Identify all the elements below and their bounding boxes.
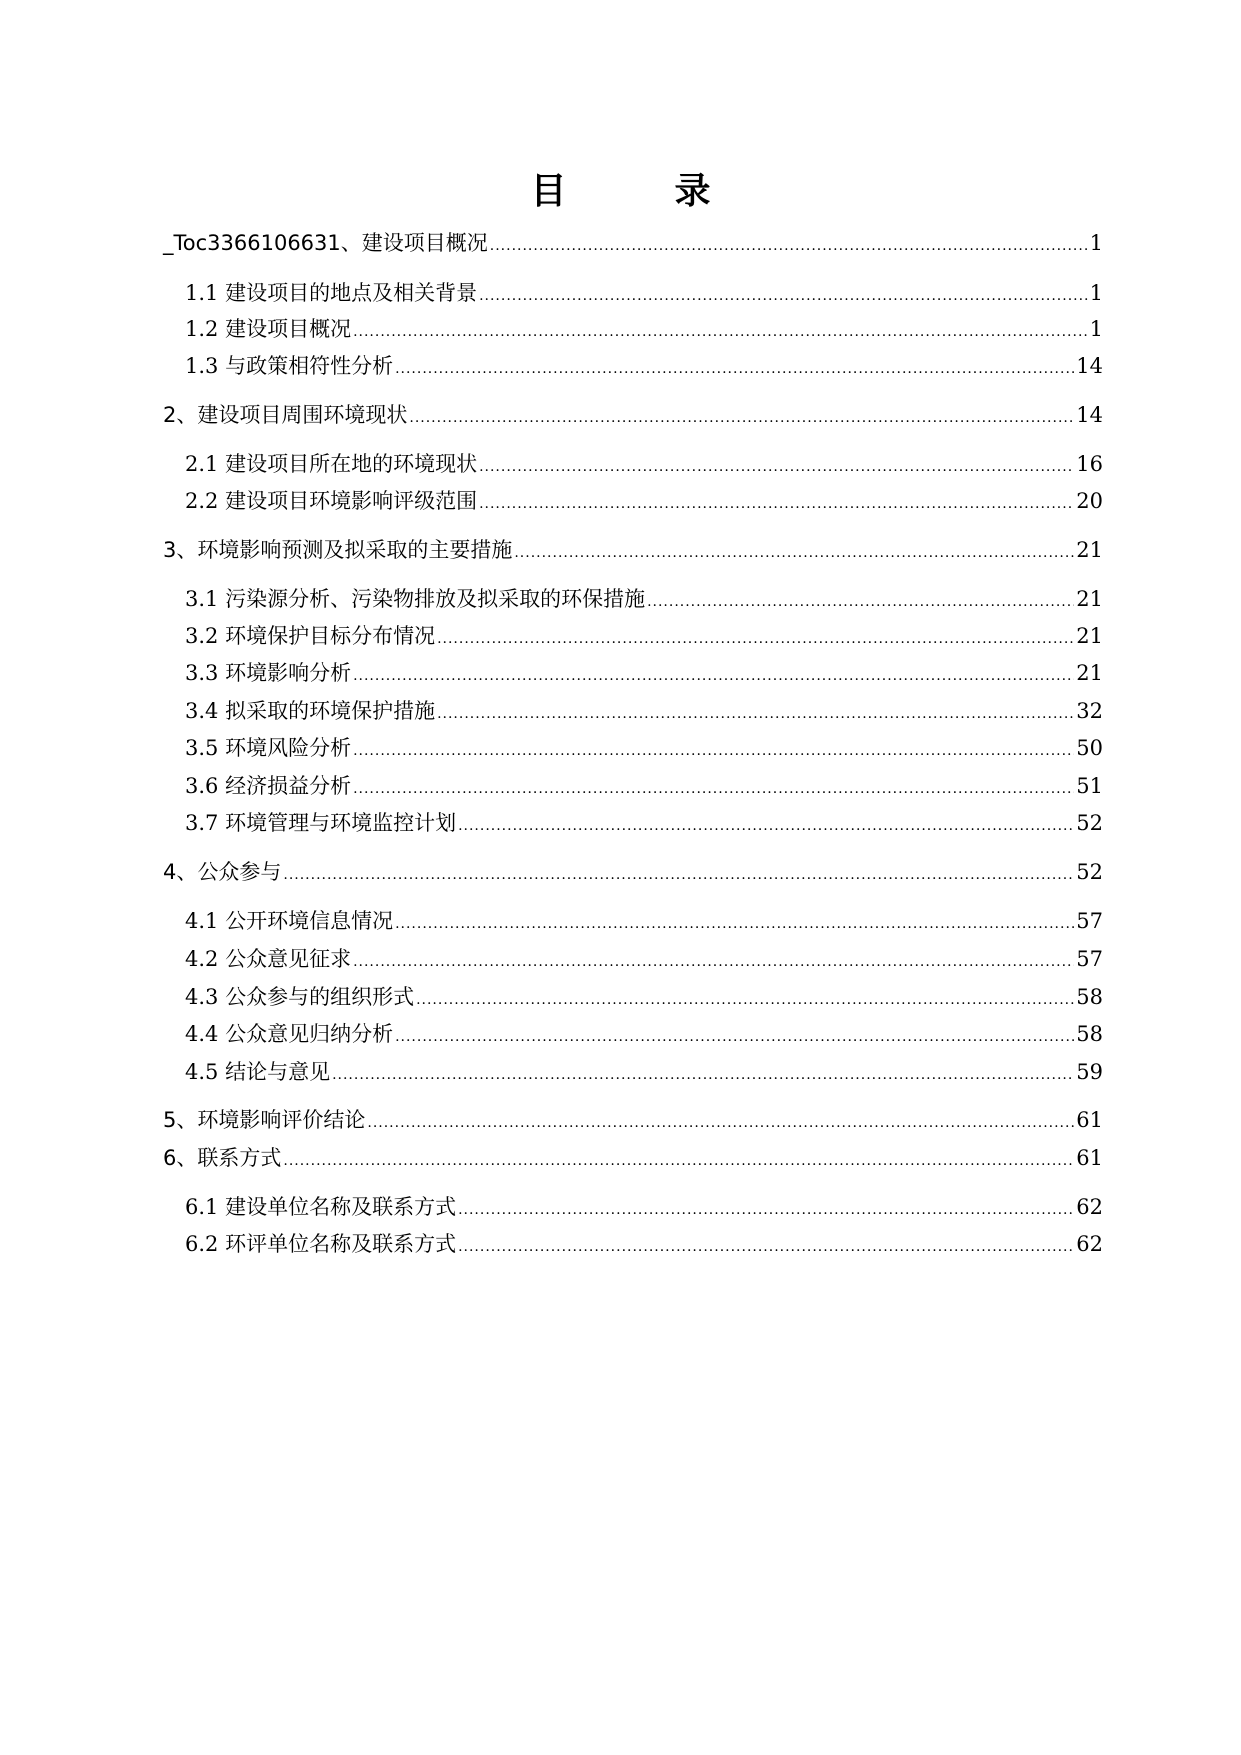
toc-entry-label: 4.3 公众参与的组织形式 bbox=[185, 985, 415, 1009]
toc-page-number: 62 bbox=[1076, 1232, 1103, 1256]
toc-entry[interactable] bbox=[163, 535, 1103, 565]
toc-page-number: 21 bbox=[1076, 587, 1103, 611]
toc-entry-label: 5、环境影响评价结论 bbox=[163, 1108, 366, 1132]
toc-entry-label: 6.2 环评单位名称及联系方式 bbox=[185, 1232, 457, 1256]
toc-entry-label: 1.1 建设项目的地点及相关背景 bbox=[185, 281, 478, 305]
toc-dot-leader bbox=[353, 947, 1074, 977]
toc-dot-leader bbox=[353, 736, 1074, 766]
toc-entry-label: 4.2 公众意见征求 bbox=[185, 947, 352, 971]
toc-page-number: 14 bbox=[1076, 354, 1103, 378]
toc-dot-leader bbox=[353, 661, 1074, 691]
toc-entry-label: 3.4 拟采取的环境保护措施 bbox=[185, 699, 436, 723]
toc-entry-label: 6、联系方式 bbox=[163, 1146, 282, 1170]
toc-entry[interactable] bbox=[185, 486, 1103, 516]
toc-dot-leader bbox=[514, 538, 1074, 568]
toc-entry-label: 4.5 结论与意见 bbox=[185, 1060, 331, 1084]
toc-entry-label: 4.1 公开环境信息情况 bbox=[185, 909, 394, 933]
toc-entry[interactable] bbox=[185, 944, 1103, 974]
toc-entry-label: 3.1 污染源分析、污染物排放及拟采取的环保措施 bbox=[185, 587, 646, 611]
toc-dot-leader bbox=[332, 1060, 1074, 1090]
toc-dot-leader bbox=[395, 354, 1074, 384]
toc-page-number: 58 bbox=[1076, 1022, 1103, 1046]
toc-page-number: 62 bbox=[1076, 1195, 1103, 1219]
toc-dot-leader bbox=[283, 1146, 1074, 1176]
toc-entry-label: 3.2 环境保护目标分布情况 bbox=[185, 624, 436, 648]
toc-entry[interactable] bbox=[185, 621, 1103, 651]
toc-entry-label: 1.2 建设项目概况 bbox=[185, 317, 352, 341]
toc-dot-leader bbox=[416, 985, 1074, 1015]
toc-entry[interactable] bbox=[185, 1057, 1103, 1087]
toc-entry-label: 2.2 建设项目环境影响评级范围 bbox=[185, 489, 478, 513]
toc-entry-label: 4、公众参与 bbox=[163, 860, 282, 884]
toc-page-number: 21 bbox=[1076, 661, 1103, 685]
toc-entry-label: 1.3 与政策相符性分析 bbox=[185, 354, 394, 378]
toc-entry[interactable] bbox=[185, 696, 1103, 726]
toc-page-number: 1 bbox=[1089, 231, 1103, 255]
toc-dot-leader bbox=[458, 1195, 1074, 1225]
toc-entry-label: _Toc3366106631、建设项目概况 bbox=[163, 231, 488, 255]
toc-dot-leader bbox=[479, 281, 1088, 311]
toc-entry-label: 3.7 环境管理与环境监控计划 bbox=[185, 811, 457, 835]
toc-page-number: 50 bbox=[1076, 736, 1103, 760]
toc-page-number: 58 bbox=[1076, 985, 1103, 1009]
toc-entry[interactable] bbox=[185, 351, 1103, 381]
toc-entry[interactable] bbox=[185, 449, 1103, 479]
toc-dot-leader bbox=[395, 909, 1074, 939]
toc-page-number: 61 bbox=[1076, 1108, 1103, 1132]
toc-entry[interactable] bbox=[163, 400, 1103, 430]
toc-page-number: 1 bbox=[1089, 281, 1103, 305]
toc-dot-leader bbox=[647, 587, 1074, 617]
toc-page-number: 57 bbox=[1076, 947, 1103, 971]
toc-entry[interactable] bbox=[185, 1192, 1103, 1222]
toc-page-number: 59 bbox=[1076, 1060, 1103, 1084]
toc-entry[interactable] bbox=[163, 1105, 1103, 1135]
toc-page-number: 20 bbox=[1076, 489, 1103, 513]
toc-entry[interactable] bbox=[163, 228, 1103, 258]
toc-entry[interactable] bbox=[185, 982, 1103, 1012]
toc-dot-leader bbox=[437, 624, 1074, 654]
toc-entry-label: 3.6 经济损益分析 bbox=[185, 774, 352, 798]
toc-entry[interactable] bbox=[185, 1019, 1103, 1049]
toc-dot-leader bbox=[479, 452, 1074, 482]
toc-dot-leader bbox=[479, 489, 1074, 519]
toc-dot-leader bbox=[458, 811, 1074, 841]
toc-page-number: 21 bbox=[1076, 624, 1103, 648]
toc-page-number: 61 bbox=[1076, 1146, 1103, 1170]
toc-dot-leader bbox=[458, 1232, 1074, 1262]
toc-dot-leader bbox=[367, 1108, 1074, 1138]
toc-page-number: 14 bbox=[1076, 403, 1103, 427]
toc-entry[interactable] bbox=[185, 733, 1103, 763]
toc-page-number: 52 bbox=[1076, 860, 1103, 884]
toc-page-number: 21 bbox=[1076, 538, 1103, 562]
toc-entry[interactable] bbox=[185, 278, 1103, 308]
toc-entry[interactable] bbox=[185, 584, 1103, 614]
toc-dot-leader bbox=[490, 231, 1088, 261]
toc-entry[interactable] bbox=[185, 658, 1103, 688]
toc-entry-label: 6.1 建设单位名称及联系方式 bbox=[185, 1195, 457, 1219]
toc-dot-leader bbox=[437, 699, 1074, 729]
toc-entry[interactable] bbox=[163, 857, 1103, 887]
toc-page-number: 57 bbox=[1076, 909, 1103, 933]
toc-entry-label: 2、建设项目周围环境现状 bbox=[163, 403, 408, 427]
toc-page-number: 32 bbox=[1076, 699, 1103, 723]
toc-dot-leader bbox=[283, 860, 1074, 890]
toc-dot-leader bbox=[409, 403, 1074, 433]
toc-entry-label: 2.1 建设项目所在地的环境现状 bbox=[185, 452, 478, 476]
toc-dot-leader bbox=[353, 774, 1074, 804]
toc-entry[interactable] bbox=[185, 808, 1103, 838]
toc-entry[interactable] bbox=[185, 906, 1103, 936]
toc-entry-label: 4.4 公众意见归纳分析 bbox=[185, 1022, 394, 1046]
toc-page-number: 1 bbox=[1089, 317, 1103, 341]
toc-entry[interactable] bbox=[163, 1143, 1103, 1173]
toc-page-number: 51 bbox=[1076, 774, 1103, 798]
toc-dot-leader bbox=[395, 1022, 1074, 1052]
toc-page-number: 16 bbox=[1076, 452, 1103, 476]
toc-entry[interactable] bbox=[185, 1229, 1103, 1259]
toc-entry-label: 3.5 环境风险分析 bbox=[185, 736, 352, 760]
toc-entry[interactable] bbox=[185, 314, 1103, 344]
toc-page-number: 52 bbox=[1076, 811, 1103, 835]
toc-entry-label: 3.3 环境影响分析 bbox=[185, 661, 352, 685]
toc-dot-leader bbox=[353, 317, 1088, 347]
toc-entry-label: 3、环境影响预测及拟采取的主要措施 bbox=[163, 538, 513, 562]
page-title: 目 录 bbox=[530, 171, 747, 212]
toc-entry[interactable] bbox=[185, 771, 1103, 801]
